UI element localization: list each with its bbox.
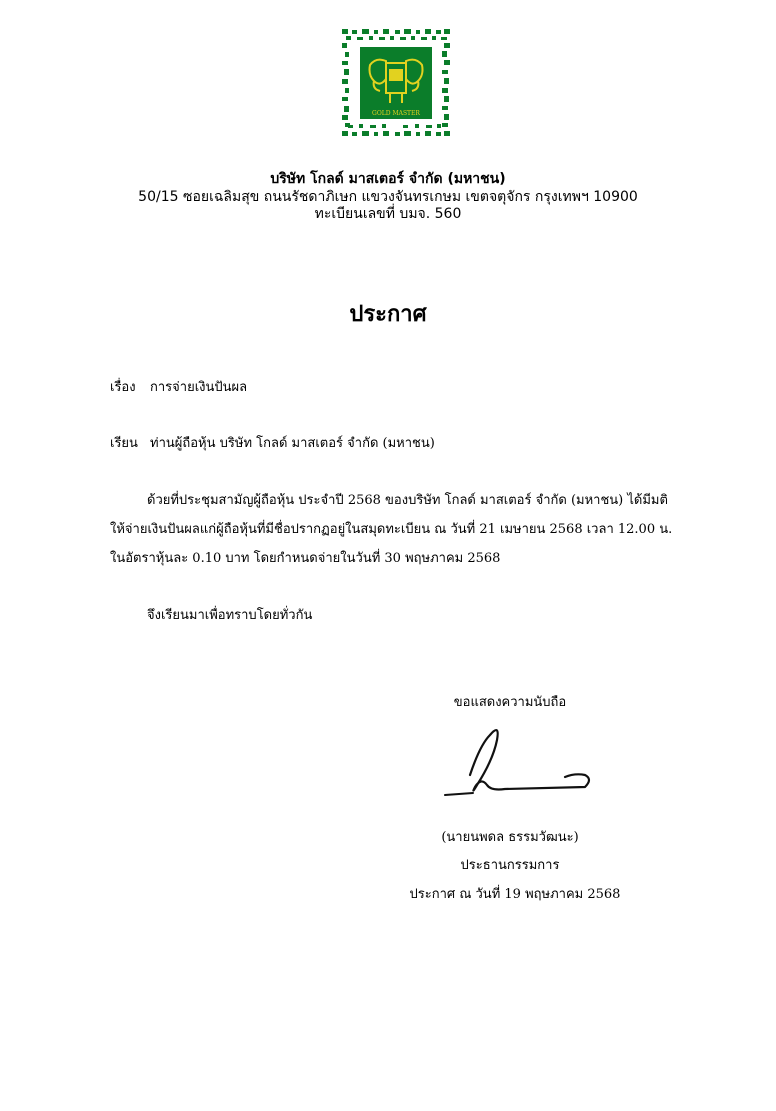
registration-number: ทะเบียนเลขที่ บมจ. 560	[314, 206, 462, 222]
company-logo	[340, 27, 452, 139]
body-line-3: ในอัตราหุ้นละ 0.10 บาท โดยกำหนดจ่ายในวันที่ 30 พฤษภาคม 2568	[110, 551, 501, 566]
company-address: 50/15 ซอยเฉลิมสุข ถนนรัชดาภิเษก แขวงจันทรเกษม เขตจตุจักร กรุงเทพฯ 10900	[138, 189, 638, 205]
subject-label: เรื่อง	[110, 380, 136, 395]
recipient-row	[110, 432, 435, 453]
handwritten-signature	[435, 715, 615, 805]
regards-text: ขอแสดงความนับถือ	[453, 695, 567, 710]
body-line-1: ด้วยที่ประชุมสามัญผู้ถือหุ้น ประจำปี 2568 ของบริษัท โกลด์ มาสเตอร์ จำกัด (มหาชน) ได้มีมติ	[147, 493, 668, 508]
announcement-date: ประกาศ ณ วันที่ 19 พฤษภาคม 2568	[409, 887, 621, 902]
subject-text: การจ่ายเงินปันผล	[150, 380, 248, 395]
signer-name: (นายนพดล ธรรมวัฒนะ)	[441, 830, 579, 845]
logo-text: GOLD MASTER	[372, 110, 420, 117]
body-line-2: ให้จ่ายเงินปันผลแก่ผู้ถือหุ้นที่มีชื่อปรากฏอยู่ในสมุดทะเบียน ณ วันที่ 21 เมษายน 2568 เวลา 12.00 น.	[110, 522, 673, 537]
announcement-title: ประกาศ	[349, 301, 427, 327]
closing-text: จึงเรียนมาเพื่อทราบโดยทั่วกัน	[147, 608, 313, 623]
subject-row	[110, 376, 247, 397]
company-name: บริษัท โกลด์ มาสเตอร์ จำกัด (มหาชน)	[270, 171, 506, 187]
signer-position: ประธานกรรมการ	[460, 858, 560, 873]
recipient-text: ท่านผู้ถือหุ้น บริษัท โกลด์ มาสเตอร์ จำกัด (มหาชน)	[150, 436, 435, 451]
recipient-label: เรียน	[110, 436, 138, 451]
